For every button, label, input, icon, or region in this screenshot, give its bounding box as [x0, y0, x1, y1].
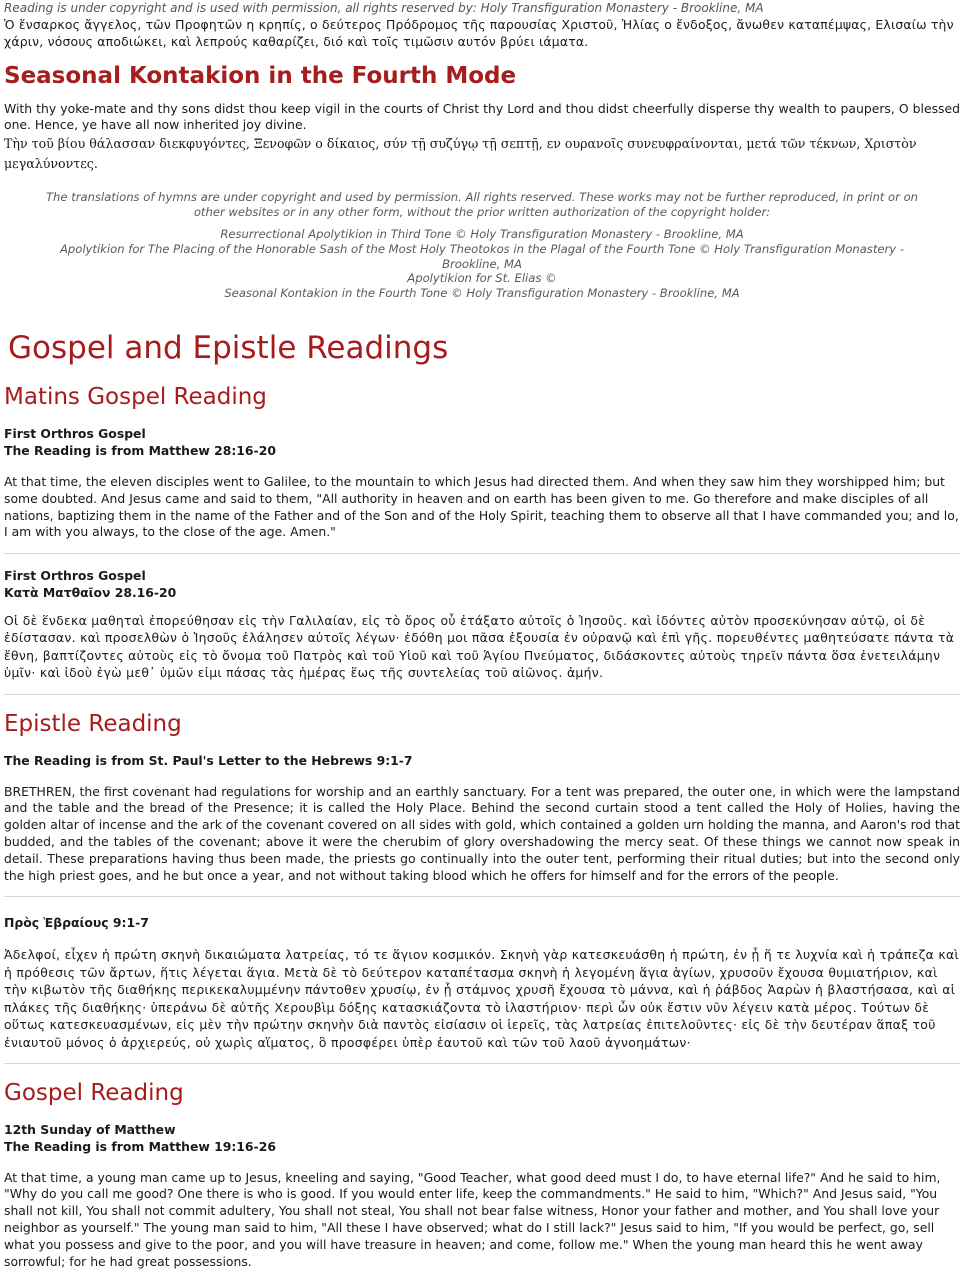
matins-greek-ref: Κατὰ Ματθαῖον 28.16-20 [4, 584, 177, 600]
credit-elias-apolytikion: Apolytikion for St. Elias © [407, 271, 557, 286]
matins-english-ref: The Reading is from Matthew 28:16-20 [4, 443, 276, 459]
matins-greek-label: First Orthros Gospel [4, 568, 146, 584]
section-divider [4, 553, 960, 554]
readings-title: Gospel and Epistle Readings [8, 330, 449, 367]
matins-english-label: First Orthros Gospel [4, 426, 146, 442]
epistle-title: Epistle Reading [4, 710, 182, 737]
copyright-notice [4, 190, 960, 300]
kontakion-title: Seasonal Kontakion in the Fourth Mode [4, 62, 517, 89]
section-divider [4, 896, 960, 897]
gospel-label: 12th Sunday of Matthew [4, 1122, 176, 1138]
elias-apolytikion-greek: Ὁ ἔνσαρκος ἄγγελος, τῶν Προφητῶν η κρηπίς, ο δεύτερος Πρόδρομος τῆς παρουσίας Χριστοῦ, Ἠλίας ο ἔνδοξος, ἄνωθεν καταπέμψας, Ελισαίω τὴν χάριν, νόσους αποδιώκει, καὶ λεπρούς καθαρίζει, διό καὶ τοῖς τιμῶσιν αυτόν βρύει ιάματα. [4, 17, 954, 49]
section-divider [4, 1063, 960, 1064]
gospel-title: Gospel Reading [4, 1080, 184, 1107]
epistle-english-ref: The Reading is from St. Paul's Letter to the Hebrews 9:1-7 [4, 752, 413, 768]
credit-seasonal-kontakion: Seasonal Kontakion in the Fourth Tone © Holy Transfiguration Monastery - Brookline, MA [224, 285, 740, 300]
copyright-notice-text: The translations of hymns are under copyright and used by permission. All rights reserved. These works may not be further reproduced, in print or on other websites or in any other form, without the prior written authorization of the copyright holder: [45, 190, 919, 219]
matins-greek-text: Οἱ δὲ ἕνδεκα μαθηταὶ ἐπορεύθησαν εἰς τὴν Γαλιλαίαν, εἰς τὸ ὄρος οὗ ἐτάξατο αὐτοῖς ὁ Ἰησοῦς. καὶ ἰδόντες αὐτὸν προσεκύνησαν αὐτῷ, οἱ δὲ ἐδίστασαν. καὶ προσελθὼν ὁ Ἰησοῦς ἐλάλησεν αὐτοῖς λέγων· ἐδόθη μοι πᾶσα ἐξουσία ἐν οὐρανῷ καὶ ἐπὶ γῆς. πορευθέντες μαθητεύσατε πάντα τὰ ἔθνη, βαπτίζοντες αὐτοὺς εἰς τὸ ὄνομα τοῦ Πατρὸς καὶ τοῦ Υἱοῦ καὶ τοῦ Ἁγίου Πνεύματος, διδάσκοντες αὐτοὺς τηρεῖν πάντα ὅσα ἐνετειλάμην ὑμῖν· καὶ ἰδοὺ ἐγὼ μεθ᾿ ὑμῶν εἰμι πάσας τὰς ἡμέρας ἕως τῆς συντελείας τοῦ αἰῶνος. ἀμήν. [4, 612, 955, 681]
matins-title: Matins Gospel Reading [4, 384, 267, 411]
epistle-greek-ref: Πρὸς Ἑβραίους 9:1-7 [4, 915, 149, 931]
gospel-text: At that time, a young man came up to Jesus, kneeling and saying, "Good Teacher, what good deed must I do, to have eternal life?" And he said to him, "Why do you call me good? One there is who is good. If you would enter life, keep the commandments." He said to him, "Which?" And Jesus said, "You shall not kill, You shall not commit adultery, You shall not steal, You shall not bear false witness, Honor your father and mother, and You shall love your neighbor as yourself." The young man said to him, "All these I have observed; what do I still lack?" Jesus said to him, "If you would be perfect, go, sell what you possess and give to the poor, and you will have treasure in heaven; and come, follow me." When the young man heard this he went away sorrowful; for he had great possessions. [4, 1169, 941, 1269]
matins-english-text: At that time, the eleven disciples went to Galilee, to the mountain to which Jesus had directed them. And when they saw him they worshipped him; but some doubted. And Jesus came and said to them, "All authority in heaven and on earth has been given to me. Go therefore and make disciples of all nations, baptizing them in the name of the Father and of the Son and of the Holy Spirit, teaching them to observe all that I have commanded you; and lo, I am with you always, to the close of the age. Amen." [4, 473, 959, 540]
kontakion-english: With thy yoke-mate and thy sons didst thou keep vigil in the courts of Christ thy Lord and thou didst cheerfully disperse thy wealth to paupers, O blessed one. Hence, ye have all now inherited joy divine. [4, 100, 960, 133]
kontakion-greek: Τὴν τοῦ βίου θάλασσαν διεκφυγόντες, Ξενοφῶν ο δίκαιος, σύν τῇ συζύγῳ τῇ σεπτῇ, εν ουρανοῖς συνευφραίνονται, μετά τῶν τέκνων, Χριστὸν μεγαλύνοντες. [4, 136, 917, 172]
credit-resurrectional-apolytikion: Resurrectional Apolytikion in Third Tone © Holy Transfiguration Monastery - Brookline, MA [220, 227, 744, 242]
epistle-english-text: BRETHREN, the first covenant had regulations for worship and an earthly sanctuary. For a tent was prepared, the outer one, in which were the lampstand and the table and the bread of the Presence; it is called the Holy Place. Behind the second curtain stood a tent called the Holy of Holies, having the golden altar of incense and the ark of the covenant covered on all sides with gold, which contained a golden urn holding the manna, and Aaron's rod that budded, and the tables of the covenant; above it were the cherubim of glory overshadowing the mercy seat. Of these things we cannot now speak in detail. These preparations having thus been made, the priests go continually into the outer tent, performing their ritual duties; but into the second only the high priest goes, and he but once a year, and not without taking blood which he offers for himself and for the errors of the people. [4, 783, 960, 883]
credit-sash-apolytikion: Apolytikion for The Placing of the Honorable Sash of the Most Holy Theotokos in the Plagal of the Fourth Tone © Holy Transfiguration Monastery - Brookline, MA [59, 241, 905, 271]
gospel-ref: The Reading is from Matthew 19:16-26 [4, 1138, 276, 1154]
section-divider [4, 694, 960, 695]
copyright-header: Reading is under copyright and is used with permission, all rights reserved by: Holy Transfiguration Monastery - Brookline, MA [4, 1, 764, 15]
epistle-greek-text: Ἀδελφοί, εἶχεν ἡ πρώτη σκηνὴ δικαιώματα λατρείας, τό τε ἅγιον κοσμικόν. Σκηνὴ γὰρ κατεσκευάσθη ἡ πρώτη, ἐν ᾗ ἥ τε λυχνία καὶ ἡ τράπεζα καὶ ἡ πρόθεσις τῶν ἄρτων, ἥτις λέγεται ἅγια. Μετὰ δὲ τὸ δεύτερον καταπέτασμα σκηνὴ ἡ λεγομένη ἅγια ἁγίων, χρυσοῦν ἔχουσα θυμιατήριον, καὶ τὴν κιβωτὸν τῆς διαθήκης περικεκαλυμμένην πάντοθεν χρυσίῳ, ἐν ᾗ στάμνος χρυσῆ ἔχουσα τὸ μάννα, καὶ ἡ ῥάβδος Ἀαρὼν ἡ βλαστήσασα, καὶ αἱ πλάκες τῆς διαθήκης· ὑπεράνω δὲ αὐτῆς Χερουβὶμ δόξης κατασκιάζοντα τὸ ἱλαστήριον· περὶ ὧν οὐκ ἔστιν νῦν λέγειν κατὰ μέρος. Τούτων δὲ οὕτως κατεσκευασμένων, εἰς μὲν τὴν πρώτην σκηνὴν διὰ παντὸς εἰσίασιν οἱ ἱερεῖς, τὰς λατρείας ἐπιτελοῦντες· εἰς δὲ τὴν δευτέραν ἅπαξ τοῦ ἐνιαυτοῦ μόνος ὁ ἀρχιερεύς, οὐ χωρὶς αἵματος, ὃ προσφέρει ὑπὲρ ἑαυτοῦ καὶ τῶν τοῦ λαοῦ ἀγνοημάτων· [4, 947, 959, 1050]
